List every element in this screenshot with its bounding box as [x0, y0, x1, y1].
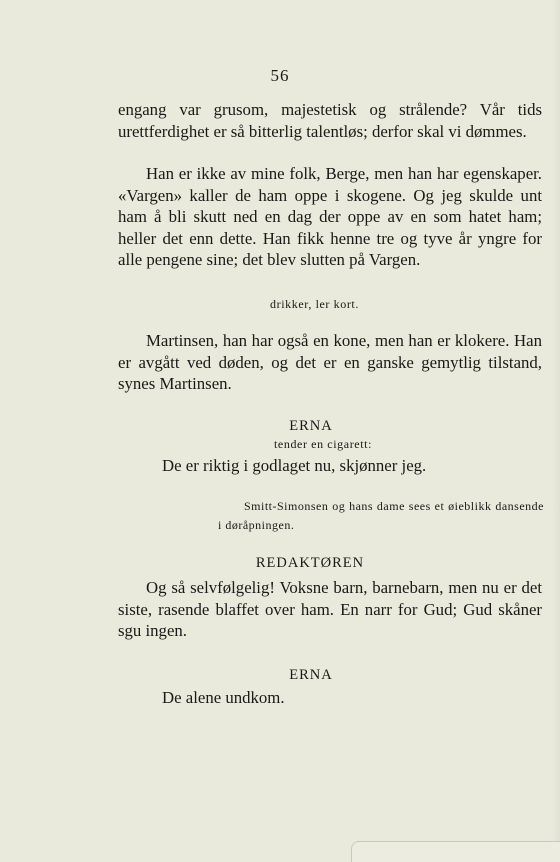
paragraph-3	[118, 330, 542, 395]
stage-note: Smitt-Simonsen og hans dame sees et øieblikk dansende i døråpningen.	[218, 499, 544, 532]
erna-line-1: De er riktig i godlaget nu, skjønner jeg.	[162, 456, 427, 475]
speaker-erna-1: ERNA	[289, 418, 333, 434]
page-number: 56	[270, 66, 290, 85]
speaker-erna-2: ERNA	[289, 667, 333, 683]
paragraph-2	[118, 163, 542, 271]
paragraph-4	[118, 577, 542, 642]
paragraph-3-text: Martinsen, han har også en kone, men han er klokere. Han er avgått ved døden, og det er en ganske gemytlig tilstand, synes Martinsen.	[118, 331, 542, 393]
speaker-redaktoren: REDAKTØREN	[255, 555, 365, 571]
stage-direction-2: tender en cigarett:	[274, 437, 373, 451]
paragraph-1: engang var grusom, majestetisk og strålende? Vår tids urettferdighet er så bitterlig talentløs; derfor skal vi dømmes.	[118, 100, 542, 141]
paragraph-2-text: Han er ikke av mine folk, Berge, men han har egenskaper. «Vargen» kaller de ham oppe i skogene. Og jeg skulde unt ham å bli skutt ned en dag der oppe av en som hatet ham; heller det enn dette. Han fikk henne tre og tyve år yngre for alle pengene sine; det blev slutten på Vargen.	[118, 164, 542, 269]
page-corner-fold	[351, 841, 560, 862]
stage-direction-1: drikker, ler kort.	[270, 297, 359, 311]
erna-line-2: De alene undkom.	[162, 688, 285, 707]
paragraph-4-text: Og så selvfølgelig! Voksne barn, barnebarn, men nu er det siste, rasende blaffet over ham. En narr for Gud; Gud skåner sgu ingen.	[118, 578, 542, 640]
